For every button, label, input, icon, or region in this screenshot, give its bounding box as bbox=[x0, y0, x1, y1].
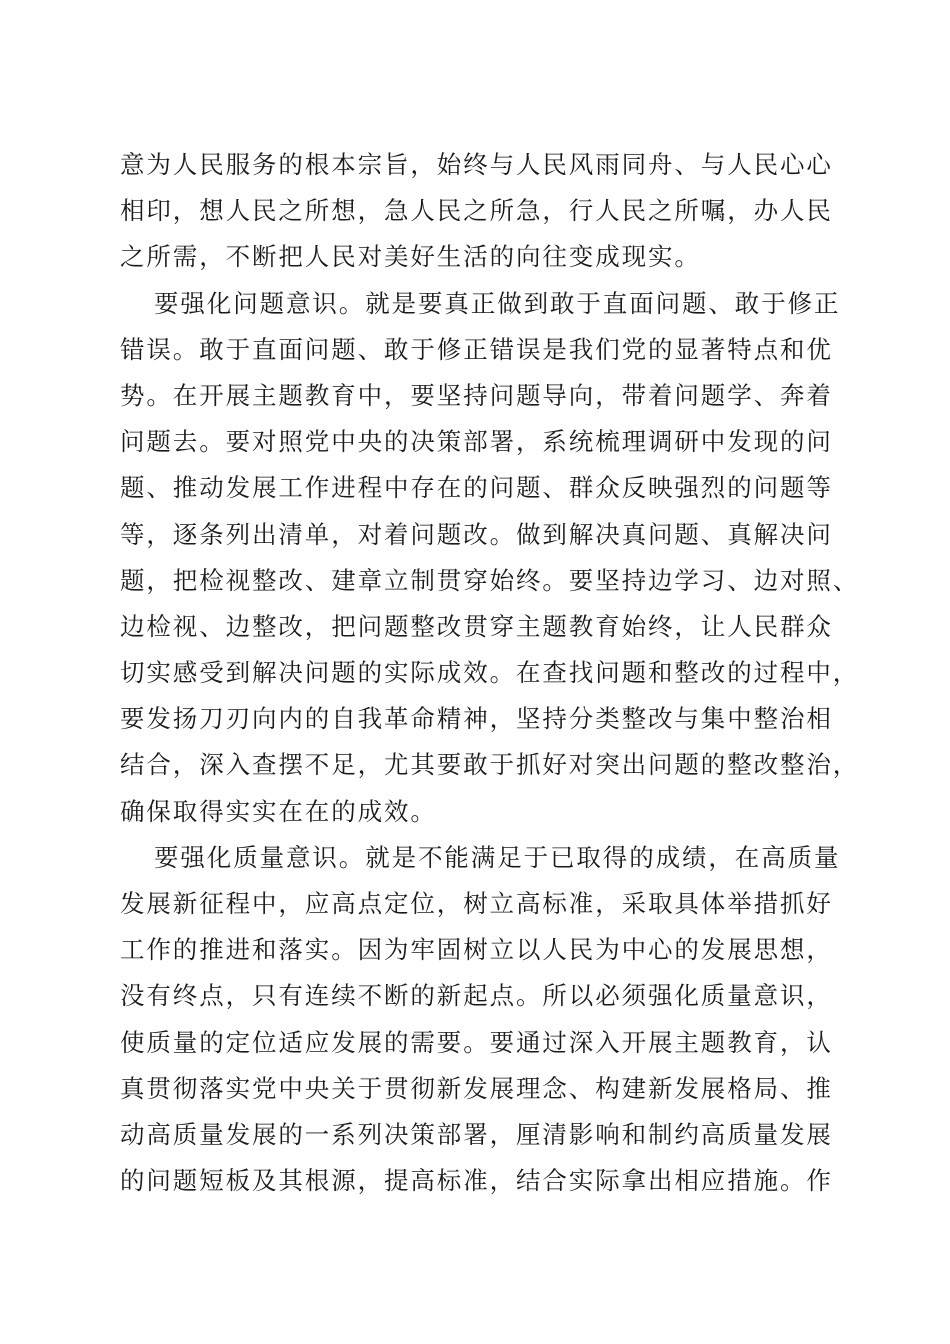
text-line: 使质量的定位适应发展的需要。要通过深入开展主题教育，认 bbox=[120, 1027, 833, 1057]
text-line: 势。在开展主题教育中，要坚持问题导向，带着问题学、奔着 bbox=[120, 380, 833, 410]
text-line: 相印，想人民之所想，急人民之所急，行人民之所嘱，办人民 bbox=[120, 196, 833, 226]
text-line: 发展新征程中，应高点定位，树立高标准，采取具体举措抓好 bbox=[120, 889, 833, 918]
text-line: 的问题短板及其根源，提高标准，结合实际拿出相应措施。作 bbox=[120, 1166, 833, 1196]
text-line: 之所需，不断把人民对美好生活的向往变成现实。 bbox=[120, 242, 701, 272]
text-line: 确保取得实实在在的成效。 bbox=[120, 796, 437, 826]
text-line: 工作的推进和落实。因为牢固树立以人民为中心的发展思想， bbox=[120, 935, 833, 965]
text-line: 结合，深入查摆不足，尤其要敢于抓好对突出问题的整改整治， bbox=[120, 750, 860, 780]
text-line: 边检视、边整改，把问题整改贯穿主题教育始终，让人民群众 bbox=[120, 611, 833, 641]
text-line: 要发扬刀刃向内的自我革命精神，坚持分类整改与集中整治相 bbox=[120, 704, 833, 734]
text-line: 题，把检视整改、建章立制贯穿始终。要坚持边学习、边对照、 bbox=[120, 565, 860, 595]
text-line: 题、推动发展工作进程中存在的问题、群众反映强烈的问题等 bbox=[120, 473, 833, 503]
body-text bbox=[120, 142, 860, 1204]
text-line: 错误。敢于直面问题、敢于修正错误是我们党的显著特点和优 bbox=[120, 334, 833, 364]
text-line: 要强化质量意识。就是不能满足于已取得的成绩，在高质量 bbox=[154, 842, 841, 872]
text-line: 意为人民服务的根本宗旨，始终与人民风雨同舟、与人民心心 bbox=[120, 150, 833, 179]
text-line: 要强化问题意识。就是要真正做到敢于直面问题、敢于修正 bbox=[154, 288, 841, 318]
text-line: 等，逐条列出清单，对着问题改。做到解决真问题、真解决问 bbox=[120, 519, 833, 549]
text-line: 动高质量发展的一系列决策部署，厘清影响和制约高质量发展 bbox=[120, 1119, 833, 1149]
text-line: 真贯彻落实党中央关于贯彻新发展理念、构建新发展格局、推 bbox=[120, 1073, 833, 1103]
text-line: 问题去。要对照党中央的决策部署，系统梳理调研中发现的问 bbox=[120, 427, 833, 457]
text-line: 切实感受到解决问题的实际成效。在查找问题和整改的过程中， bbox=[120, 658, 860, 688]
text-line: 没有终点，只有连续不断的新起点。所以必须强化质量意识， bbox=[120, 981, 833, 1011]
